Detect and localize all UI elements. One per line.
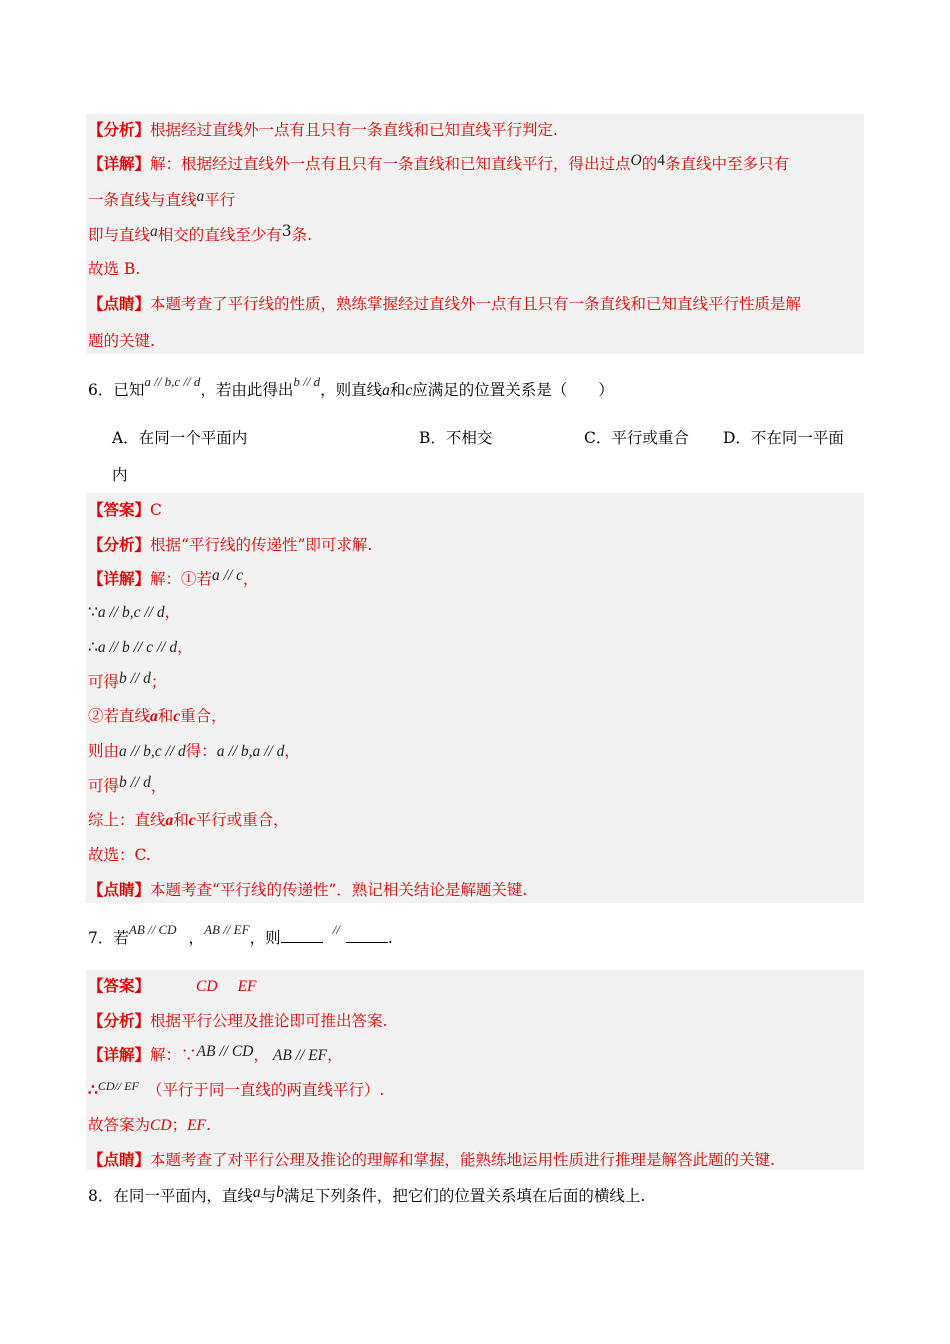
q6-question: 6．已知$^{a // b,c // d}$，若由此得出$^{b // d}$，则直线a和c应满足的位置关系是（ ） — [88, 374, 614, 399]
q5-detail-line3: 即与直线a相交的直线至少有3条. — [88, 222, 313, 244]
q5-comment-line2: 题的关键. — [88, 332, 155, 350]
q6-comment: 【点睛】本题考查“平行线的传递性”．熟记相关结论是解题关键. — [88, 880, 528, 899]
q6-option-a[interactable]: A．在同一个平面内 — [112, 429, 248, 447]
q8-question: 8．在同一平面内，直线a与b满足下列条件，把它们的位置关系填在后面的横线上. — [88, 1184, 646, 1205]
q7-comment: 【点睛】本题考查了对平行公理及推论的理解和掌握，能熟练地运用性质进行推理是解答此题的关键. — [88, 1150, 775, 1169]
q7-final: 故答案为CD；EF. — [88, 1116, 211, 1134]
q7-therefore: ∴$^{CD// EF}$ （平行于同一直线的两直线平行）. — [88, 1079, 385, 1099]
q6-because: ∵a // b,c // d， — [88, 603, 181, 621]
q7-analysis: 【分析】根据平行公理及推论即可推出答案. — [88, 1011, 388, 1030]
q5-choice: 故选 B. — [88, 260, 141, 278]
q6-case-2: ②若直线a和c重合， — [88, 707, 227, 725]
q6-then: 则由a // b,c // d得：a // b,a // d， — [88, 742, 300, 760]
q6-get-1: 可得b // d； — [88, 670, 167, 691]
q6-therefore: ∴a // b // c // d， — [88, 638, 193, 656]
q5-detail-line2: 一条直线与直线a平行 — [88, 188, 236, 209]
q6-choice: 故选：C. — [88, 846, 151, 864]
q5-detail-line1: 【详解】解：根据经过直线外一点有且只有一条直线和已知直线平行，得出过点O的4条直线中至多只有 — [88, 152, 790, 173]
q6-option-d-wrap: 内 — [112, 466, 128, 484]
q5-comment-line1: 【点睛】本题考查了平行线的性质，熟练掌握经过直线外一点有且只有一条直线和已知直线平行性质是解 — [88, 294, 802, 313]
q7-answer: 【答案】 CD EF — [88, 976, 257, 995]
q6-summary: 综上：直线a和c平行或重合， — [88, 811, 289, 829]
q6-option-d[interactable]: D．不在同一平面 — [723, 429, 844, 447]
q6-option-c[interactable]: C．平行或重合 — [584, 429, 689, 447]
q6-get-2: 可得b // d， — [88, 774, 167, 795]
q5-analysis: 【分析】根据经过直线外一点有且只有一条直线和已知直线平行判定. — [88, 120, 558, 139]
q7-blank-2[interactable] — [346, 942, 388, 943]
q7-question: 7．若$^{AB // CD}$ ，$^{AB // EF}$，则 // . — [88, 922, 393, 947]
q6-analysis: 【分析】根据“平行线的传递性”即可求解. — [88, 535, 373, 554]
q6-detail-line1: 【详解】解：①若a // c， — [88, 567, 259, 588]
q7-solution-block — [86, 970, 864, 1170]
q7-blank-1[interactable] — [281, 942, 323, 943]
q7-detail: 【详解】解：∵AB // CD， AB // EF， — [88, 1043, 343, 1064]
q6-answer: 【答案】C — [88, 500, 162, 519]
q6-option-b[interactable]: B．不相交 — [419, 429, 493, 447]
